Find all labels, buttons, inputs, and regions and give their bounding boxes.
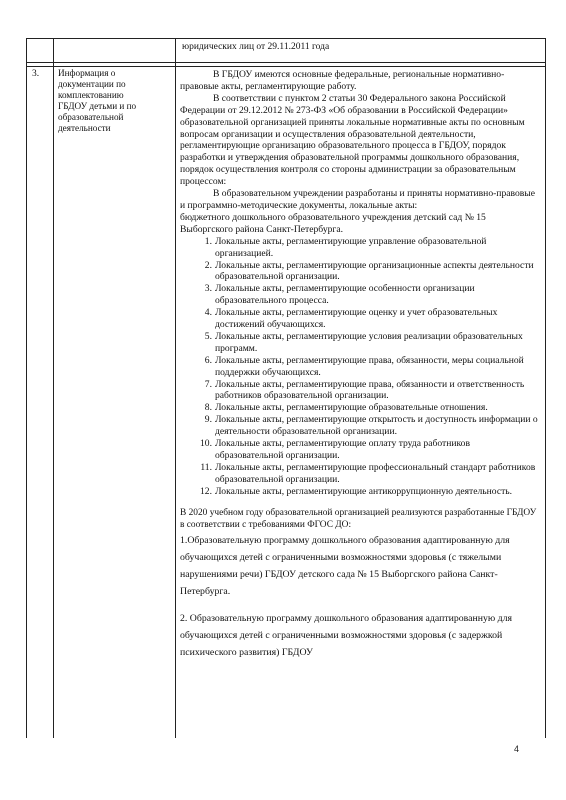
- list-item-text: Локальные акты, регламентирующие организационные аспекты деятельности образовательной организации.: [215, 259, 534, 283]
- local-acts-list: [180, 236, 540, 498]
- list-item-number: 7.: [204, 378, 212, 390]
- row-label-line: комплектованию: [58, 90, 124, 100]
- list-item-text: Локальные акты, регламентирующие особенности организации образовательного процесса.: [215, 283, 475, 307]
- table-border-left: [26, 38, 27, 738]
- list-item-number: 5.: [204, 330, 212, 342]
- program-1: 1.Образовательную программу дошкольного образования адаптированную для обучающихся детей с ограниченными возможностями здоровья (с тяжелыми нарушениями речи) ГБДОУ детского сада № 15 Выборгского района Санкт-Петербурга.: [180, 534, 510, 598]
- top-row-text: юридических лиц от 29.11.2011 года: [182, 42, 330, 52]
- list-item: [180, 307, 540, 331]
- list-item-number: 9.: [204, 414, 212, 426]
- list-item-number: 3.: [204, 283, 212, 295]
- list-item: [180, 414, 540, 438]
- list-item-text: Локальные акты, регламентирующие оценку и учет образовательных достижений обучающихся.: [215, 307, 498, 331]
- list-item-text: Локальные акты, регламентирующие права, обязанности и ответственность работников образовательной организации.: [215, 378, 525, 402]
- paragraph: В соответствии с пунктом 2 статьи 30 Федерального закона Российской Федерации от 29.12.2012 № 273-ФЗ «Об образовании в Российской Федерации» образовательной организацией приняты локальные нормативные акты по основным вопросам организации и осуществления образовательной деятельности, регламентирующие организацию образовательного процесса в ГБДОУ, порядок разработки и утверждения образовательной программы дошкольного образования, порядок осуществления контроля со стороны администрации за образовательным процессом:: [180, 92, 525, 188]
- table-border-right: [545, 38, 546, 738]
- year-note: В 2020 учебном году образовательной организацией реализуются разработанные ГБДОУ в соответствии с требованиями ФГОС ДО:: [180, 507, 537, 531]
- table-row-divider: [26, 62, 546, 63]
- table-row-divider-2: [26, 66, 546, 67]
- list-item: [180, 379, 540, 403]
- list-item-number: 4.: [204, 307, 212, 319]
- list-item: [180, 438, 540, 462]
- table-border-top: [26, 38, 546, 39]
- list-item: [180, 462, 540, 486]
- table-border-col2: [175, 38, 176, 738]
- program-2: 2. Образовательную программу дошкольного образования адаптированную для обучающихся детей с ограниченными возможностями здоровья (с задержкой психического развития) ГБДОУ: [180, 612, 513, 659]
- spacer: [180, 498, 540, 507]
- table-border-col1: [53, 38, 54, 738]
- row-label: [58, 68, 168, 134]
- list-item-text: Локальные акты, регламентирующие профессиональный стандарт работников образовательной организации.: [215, 461, 536, 485]
- list-item-number: 11.: [200, 461, 212, 473]
- list-item-number: 1.: [204, 235, 212, 247]
- list-item: [180, 260, 540, 284]
- list-item: [180, 331, 540, 355]
- list-item-number: 8.: [204, 402, 212, 414]
- row-label-line: ГБДОУ детьми и по: [58, 101, 137, 111]
- list-item-text: Локальные акты, регламентирующие образовательные отношения.: [215, 402, 488, 414]
- row-label-line: деятельности: [58, 123, 111, 133]
- list-item-number: 12.: [200, 485, 212, 497]
- list-item: [180, 283, 540, 307]
- spacer: [180, 601, 540, 610]
- list-item-number: 6.: [204, 354, 212, 366]
- paragraph: В ГБДОУ имеются основные федеральные, региональные нормативно-правовые акты, регламентирующие работу.: [180, 69, 505, 92]
- list-item-text: Локальные акты, регламентирующие условия реализации образовательных программ.: [215, 330, 523, 354]
- institution-name: бюджетного дошкольного образовательного учреждения детский сад № 15 Выборгского района Санкт-Петербурга.: [180, 211, 486, 235]
- list-item-text: Локальные акты, регламентирующие оплату труда работников образовательной организации.: [215, 438, 470, 461]
- page-number: 4: [514, 744, 520, 754]
- list-item-text: Локальные акты, регламентирующие управление образовательной организацией.: [215, 235, 487, 259]
- row-label-line: документации по: [58, 79, 126, 89]
- list-item-number: 2.: [204, 259, 212, 271]
- list-item-number: 10.: [200, 438, 212, 450]
- paragraph: В образовательном учреждении разработаны и приняты нормативно-правовые и программно-методические документы, локальные акты:: [180, 188, 535, 211]
- row-label-line: образовательной: [58, 112, 124, 122]
- row-number: 3.: [32, 69, 40, 79]
- row-content: [180, 69, 540, 661]
- list-item: [180, 355, 540, 379]
- list-item: [180, 236, 540, 260]
- list-item-text: Локальные акты, регламентирующие права, обязанности, меры социальной поддержки обучающихся.: [215, 354, 524, 378]
- list-item-text: Локальные акты, регламентирующие антикоррупционную деятельность.: [215, 485, 513, 497]
- list-item-text: Локальные акты, регламентирующие открытость и доступность информации о деятельности образовательной организации.: [215, 414, 538, 438]
- list-item: [180, 402, 540, 414]
- list-item: [180, 486, 540, 498]
- row-label-line: Информация о: [58, 68, 116, 78]
